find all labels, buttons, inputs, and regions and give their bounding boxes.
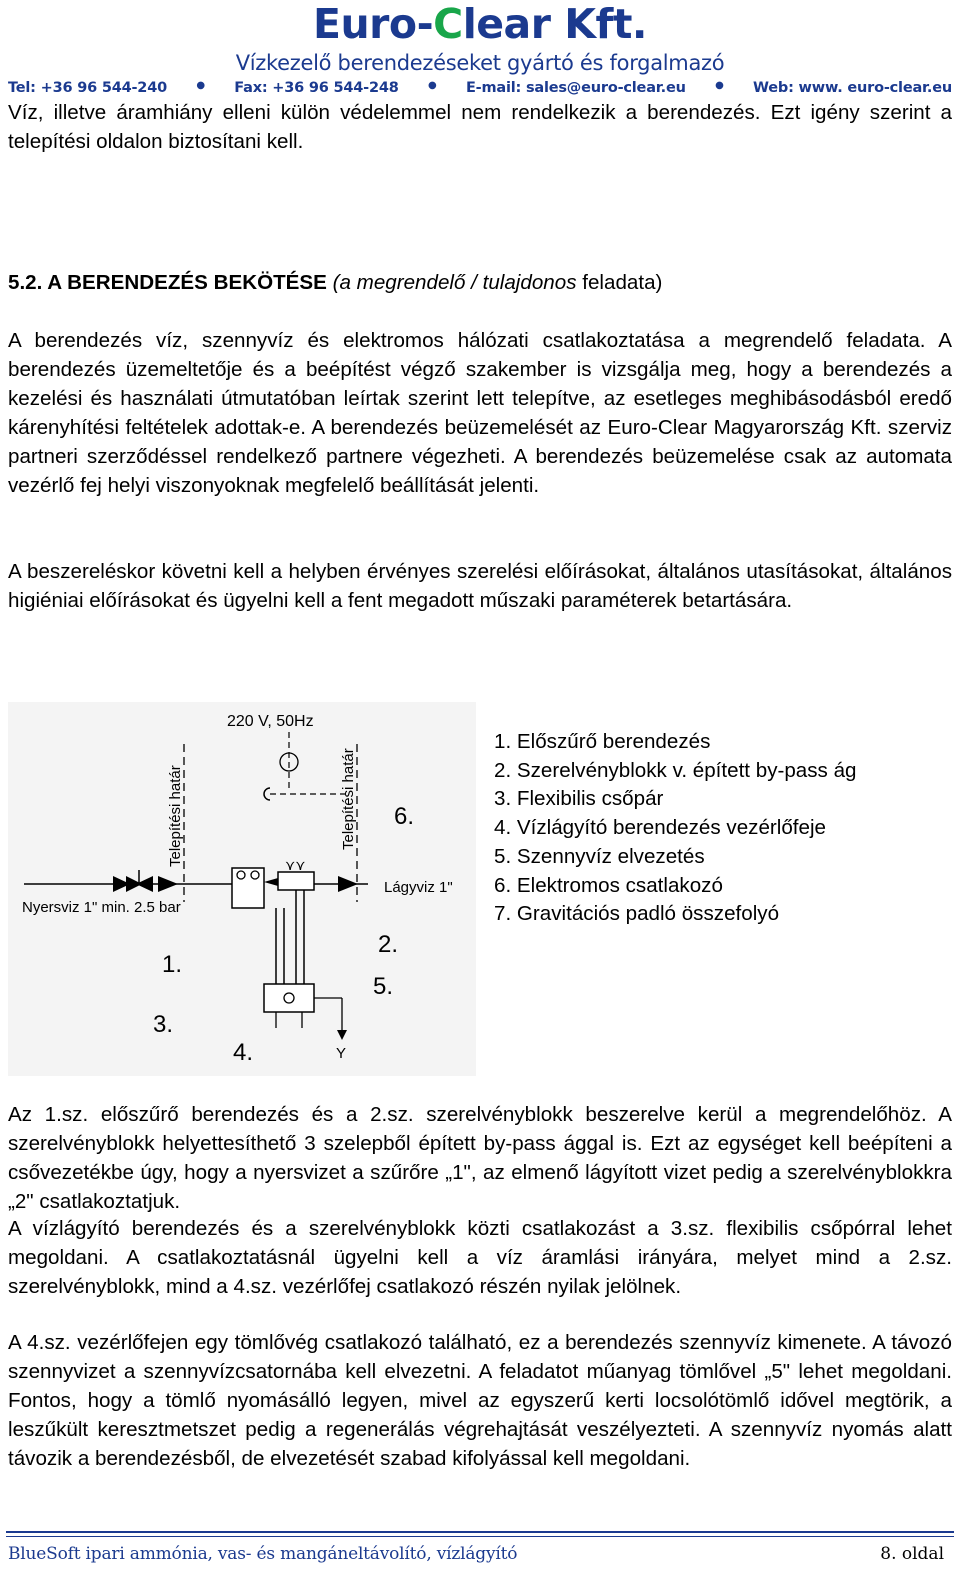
boundary-label-left: Telepítési határ [167,765,184,867]
website-address: Web: www. euro-clear.eu [753,80,952,96]
label-2: 2. [378,931,399,958]
company-logo [0,0,960,48]
legend-item: 3. Flexibilis csőpár [494,787,664,811]
paragraph-5: A 4.sz. vezérlőfejen egy tömlővég csatlakozó található, ez a berendezés szennyvíz kimenete. A távozó szennyvizet a szennyvízcsatornába kell elvezetni. A feladatot műanyag tömlővel „5" lehet megoldani. Fontos, hogy a tömlő nyomásálló legyen, mivel az egyszerű kerti locsolótömlő idővel megtörik, a leszűkült keresztmetszet pedig a regenerálás végrehajtását veszélyezteti. A szennyvíz nyomás alatt távozik a berendezésből, de elvezetését szabad kifolyással kell megoldani. [8,1331,952,1470]
soft-water-label: Lágyviz 1" [384,879,453,896]
installation-diagram [8,702,476,1076]
legend-item: 7. Gravitációs padló összefolyó [494,902,780,926]
intro-paragraph: Víz, illetve áramhiány elleni külön védelemmel nem rendelkezik a berendezés. Ezt igény szerint a telepítési oldalon biztosítani kell. [8,101,952,153]
section-heading [8,268,662,297]
email-address: E-mail: sales@euro-clear.eu [465,80,686,96]
label-6: 6. [394,803,415,830]
label-3: 3. [153,1011,174,1038]
bullet-icon: ● [428,80,437,91]
label-y: Y [336,1045,347,1062]
legend-item: 4. Vízlágyító berendezés vezérlőfeje [494,816,826,840]
label-1: 1. [162,951,183,978]
label-5: 5. [373,973,394,1000]
section-number-title: 5.2. A BERENDEZÉS BEKÖTÉSE [8,271,327,294]
valve-block [278,872,314,890]
legend-item: 6. Elektromos csatlakozó [494,873,723,897]
company-tagline: Vízkezelő berendezéseket gyártó és forgalmazó [235,51,725,75]
valve-handle-icon: ⋎⋎ [285,858,306,874]
contact-bar [8,80,952,96]
legend-item: 1. Előszűrő berendezés [494,730,711,753]
brand-part1: Euro- [312,0,434,48]
control-head [264,984,314,1012]
fax-number: Fax: +36 96 544-248 [234,80,399,96]
paragraph-2: A beszereléskor követni kell a helyben érvényes szerelési előírásokat, általános utasításokat, általános higiéniai előírásokat és ügyelni kell a fent megadott műszaki paraméterek betartására. [8,560,952,612]
section-rest: feladata) [582,271,663,294]
brand-part2: C [433,0,463,48]
power-label: 220 V, 50Hz [227,713,314,730]
footer-rule-thin [6,1536,954,1537]
phone-number: Tel: +36 96 544-240 [8,80,167,96]
diagram-legend [494,728,856,929]
legend-item: 5. Szennyvíz elvezetés [494,844,705,868]
boundary-label-right: Telepítési határ [340,748,357,850]
footer-rule [6,1531,954,1533]
brand-part3: lear Kft. [462,0,647,48]
page-number: 8. oldal [880,1544,944,1564]
label-4: 4. [233,1039,254,1066]
legend-item: 2. Szerelvényblokk v. épített by-pass ág [494,758,857,782]
paragraph-3: Az 1.sz. előszűrő berendezés és a 2.sz. szerelvényblokk beszerelve kerül a megrendelőhöz. A szerelvényblokk helyettesíthető 3 szelepből épített by-pass ággal is. Ezt az egységet kell beépíteni a csővezetékbe úgy, hogy a nyersvizet a szűrőre „1", az elmenő lágyított vizet pedig a szerelvényblokkra „2" csatlakoztatjuk. [8,1103,952,1213]
paragraph-1: A berendezés víz, szennyvíz és elektromos hálózati csatlakoztatása a megrendelő feladata. A berendezés üzemeltetője és a beépítést végző szakember is vizsgálja meg, hogy a berendezés a kezelési és használati útmutatóban leírtak szerint lett telepítve, az esetleges meghibásodásból eredő kárenyhítési feltételek adottak-e. A berendezés beüzemelését az Euro-Clear Magyarország Kft. szerviz partneri szerződéssel rendelkező partnere végezheti. A berendezés beüzemelése csak az automata vezérlő fej helyi viszonyoknak megfelelő beállítását jelenti. [8,329,952,497]
footer-product-name: BlueSoft ipari ammónia, vas- és mangáneltávolító, vízlágyító [8,1544,518,1564]
section-italic: (a megrendelő / tulajdonos [332,271,577,294]
bullet-icon: ● [196,80,205,91]
paragraph-4: A vízlágyító berendezés és a szerelvényblokk közti csatlakozást a 3.sz. flexibilis csőpórral lehet megoldani. A csatlakoztatásnál ügyelni kell a víz áramlási irányára, melyet mind a 2.sz. szerelvényblokk, mind a 4.sz. vezérlőfej csatlakozó részén nyilak jelölnek. [8,1217,952,1298]
bullet-icon: ● [715,80,724,91]
raw-water-label: Nyersviz 1" min. 2.5 bar [22,899,181,916]
